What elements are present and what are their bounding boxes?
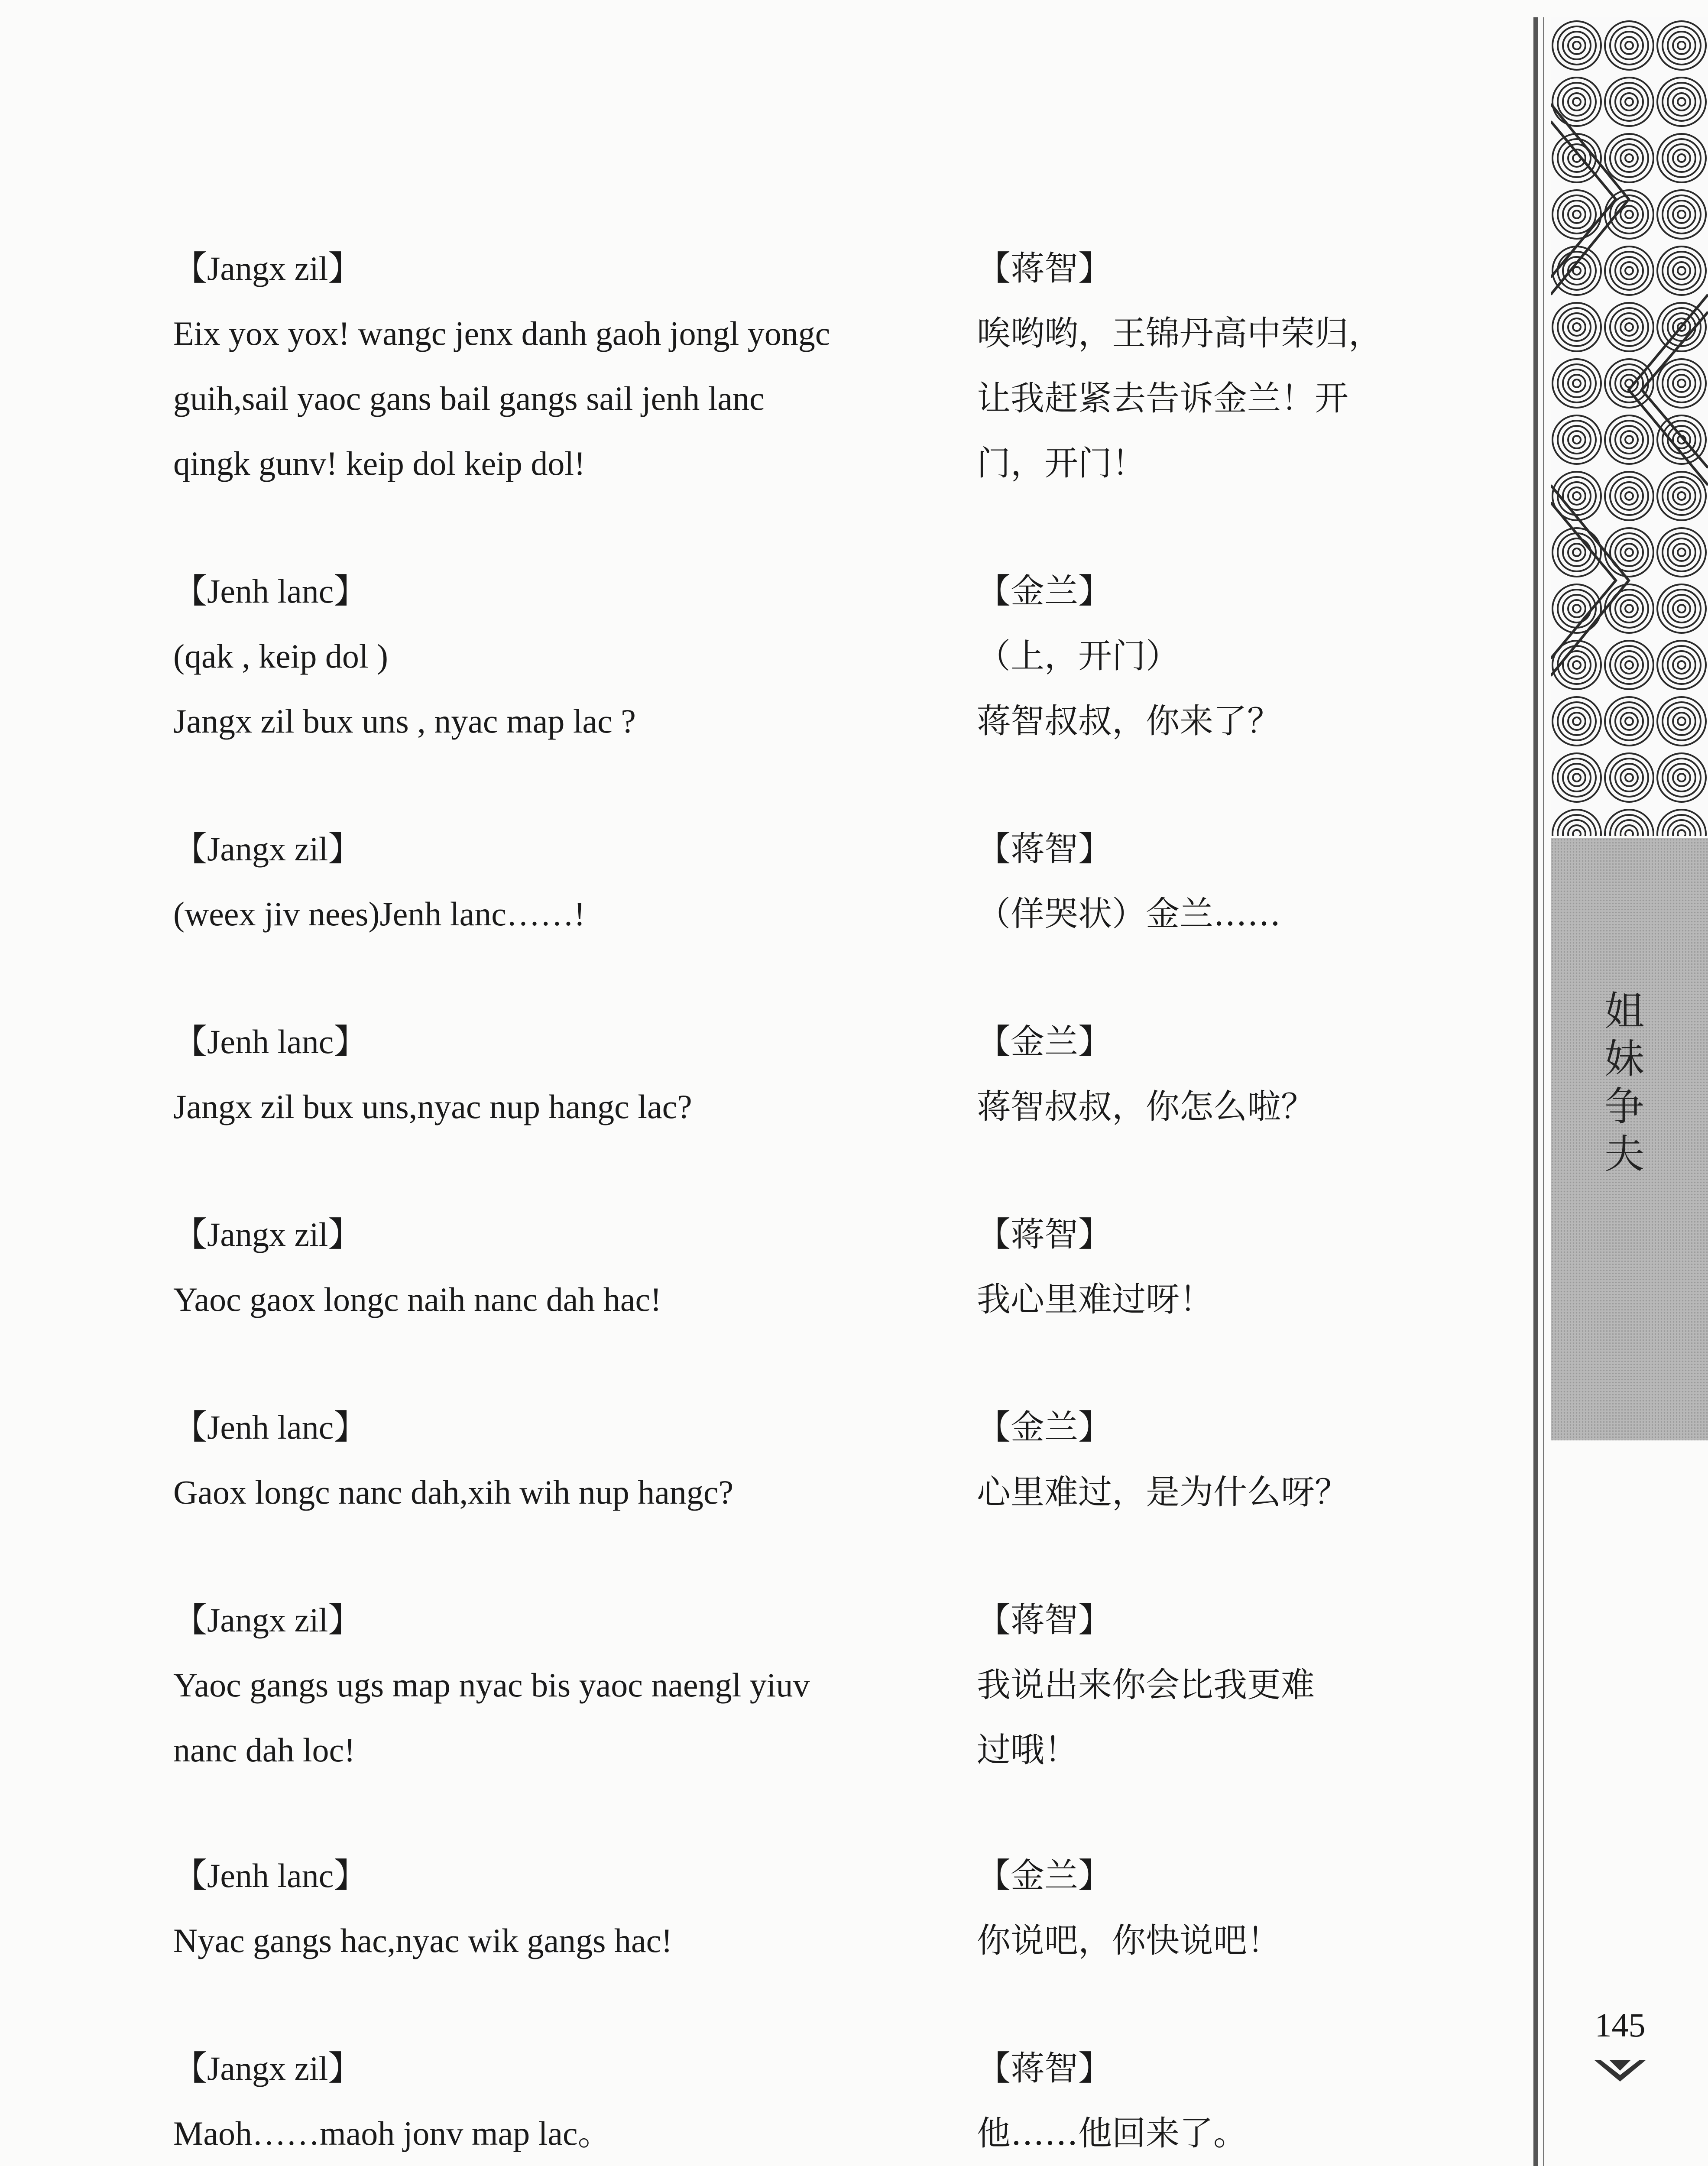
dialogue-line: 过哦！ bbox=[977, 1731, 1079, 1770]
dialogue-line: qingk gunv! keip dol keip dol! bbox=[173, 444, 586, 482]
title-char: 争 bbox=[1604, 1083, 1644, 1130]
vertical-book-title bbox=[1598, 988, 1650, 1178]
speaker-label: 【Jangx zil】 bbox=[173, 1601, 362, 1639]
dialogue-zh-8 bbox=[977, 1843, 1453, 1973]
dialogue-en-5 bbox=[173, 1202, 936, 1332]
page-number-ornament bbox=[1585, 2056, 1655, 2086]
speaker-label: 【蒋智】 bbox=[977, 2049, 1112, 2088]
dialogue-line: nanc dah loc! bbox=[173, 1731, 356, 1769]
speaker-label: 【Jenh lanc】 bbox=[173, 1857, 368, 1894]
dialogue-zh-9 bbox=[977, 2036, 1453, 2166]
speaker-label: 【蒋智】 bbox=[977, 249, 1112, 288]
dialogue-line: 你说吧，你快说吧！ bbox=[977, 1921, 1281, 1960]
dialogue-zh-1 bbox=[977, 236, 1453, 496]
dialogue-line: （上，开门） bbox=[977, 637, 1180, 676]
dialogue-line: (weex jiv nees)Jenh lanc……! bbox=[173, 895, 585, 933]
speaker-label: 【Jangx zil】 bbox=[173, 1216, 362, 1253]
speaker-label: 【蒋智】 bbox=[977, 1601, 1112, 1640]
dialogue-line: Yaoc gangs ugs map nyac bis yaoc naengl yiuv bbox=[173, 1666, 810, 1704]
cloud-pattern-decoration bbox=[1551, 17, 1708, 836]
title-char: 姐 bbox=[1604, 988, 1644, 1034]
dialogue-line: Maoh……maoh jonv map lac。 bbox=[173, 2114, 612, 2152]
dialogue-line: (qak , keip dol ) bbox=[173, 637, 389, 675]
dialogue-line: 我说出来你会比我更难 bbox=[977, 1666, 1315, 1705]
dialogue-line: 蒋智叔叔，你怎么啦？ bbox=[977, 1087, 1315, 1126]
speaker-label: 【金兰】 bbox=[977, 1022, 1112, 1061]
dialogue-line: Jangx zil bux uns,nyac nup hangc lac? bbox=[173, 1088, 692, 1125]
dialogue-line: 门，开门！ bbox=[977, 444, 1146, 483]
dialogue-en-4 bbox=[173, 1009, 936, 1139]
speaker-label: 【金兰】 bbox=[977, 1408, 1112, 1447]
speaker-label: 【Jangx zil】 bbox=[173, 830, 362, 868]
page-number: 145 bbox=[1595, 2006, 1646, 2044]
dialogue-line: Gaox longc nanc dah,xih wih nup hangc? bbox=[173, 1473, 734, 1511]
dialogue-line: 蒋智叔叔，你来了？ bbox=[977, 702, 1281, 741]
dialogue-line: （佯哭状）金兰…… bbox=[977, 895, 1281, 934]
dialogue-en-8 bbox=[173, 1843, 936, 1973]
dialogue-line: Jangx zil bux uns , nyac map lac ? bbox=[173, 702, 636, 740]
speaker-label: 【金兰】 bbox=[977, 572, 1112, 611]
dialogue-line: guih,sail yaoc gans bail gangs sail jenh lanc bbox=[173, 379, 765, 417]
dialogue-en-7 bbox=[173, 1588, 936, 1783]
dialogue-zh-5 bbox=[977, 1202, 1453, 1332]
dialogue-en-3 bbox=[173, 817, 936, 947]
dialogue-line: 让我赶紧去告诉金兰！开 bbox=[977, 379, 1349, 418]
speaker-label: 【Jenh lanc】 bbox=[173, 1023, 368, 1060]
title-char: 妹 bbox=[1604, 1036, 1644, 1082]
dialogue-line: Eix yox yox! wangc jenx danh gaoh jongl yongc bbox=[173, 315, 830, 352]
dialogue-line: Nyac gangs hac,nyac wik gangs hac! bbox=[173, 1922, 673, 1959]
dialogue-line: 我心里难过呀！ bbox=[977, 1280, 1214, 1319]
dialogue-zh-6 bbox=[977, 1395, 1453, 1525]
dialogue-en-6 bbox=[173, 1395, 936, 1525]
dialogue-line: Yaoc gaox longc naih nanc dah hac! bbox=[173, 1281, 662, 1318]
dialogue-zh-3 bbox=[977, 817, 1453, 947]
dialogue-zh-7 bbox=[977, 1588, 1453, 1783]
dialogue-line: 他……他回来了。 bbox=[977, 2114, 1248, 2153]
title-char: 夫 bbox=[1604, 1131, 1644, 1177]
speaker-label: 【Jangx zil】 bbox=[173, 250, 362, 287]
speaker-label: 【蒋智】 bbox=[977, 830, 1112, 869]
speaker-label: 【Jenh lanc】 bbox=[173, 572, 368, 610]
dialogue-zh-2 bbox=[977, 559, 1453, 754]
dialogue-en-9 bbox=[173, 2036, 936, 2166]
speaker-label: 【Jangx zil】 bbox=[173, 2049, 362, 2087]
margin-rule-outer bbox=[1533, 17, 1538, 2166]
dialogue-zh-4 bbox=[977, 1009, 1453, 1139]
speaker-label: 【金兰】 bbox=[977, 1856, 1112, 1895]
speaker-label: 【Jenh lanc】 bbox=[173, 1408, 368, 1446]
dialogue-en-1 bbox=[173, 236, 936, 496]
speaker-label: 【蒋智】 bbox=[977, 1215, 1112, 1254]
dialogue-line: 心里难过，是为什么呀？ bbox=[977, 1473, 1349, 1512]
dialogue-line: 唉哟哟，王锦丹高中荣归， bbox=[977, 314, 1383, 353]
dialogue-en-2 bbox=[173, 559, 936, 754]
margin-rule-inner bbox=[1543, 17, 1544, 2166]
